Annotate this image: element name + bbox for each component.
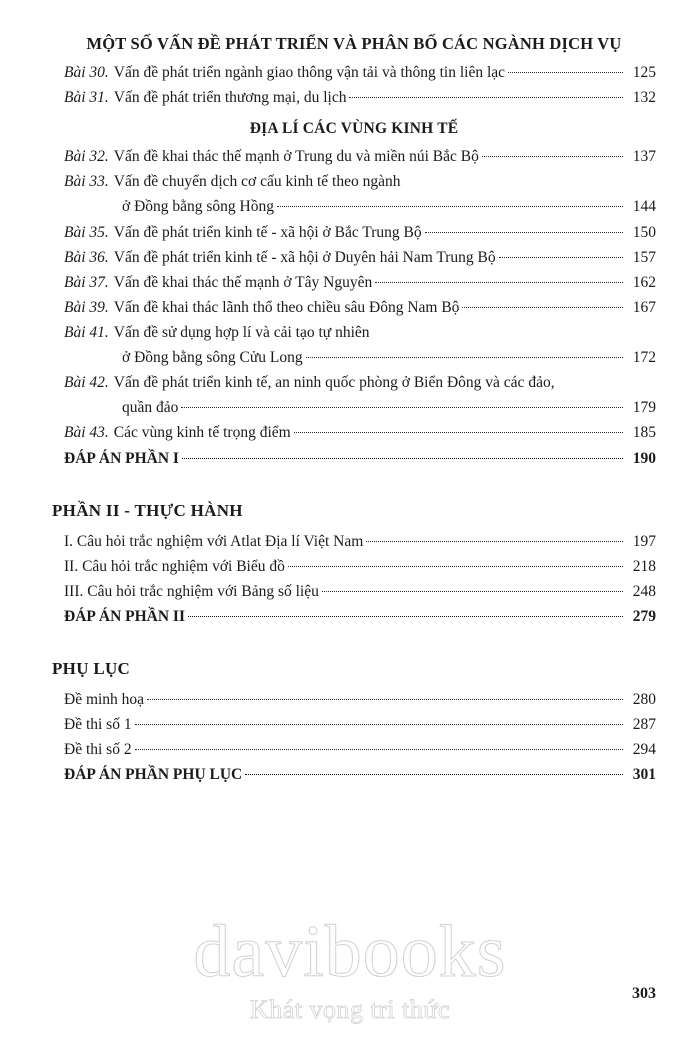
toc-entry-label: Bài 32. bbox=[64, 148, 109, 166]
watermark-tagline: Khát vọng tri thức bbox=[249, 995, 450, 1024]
toc-entry-page: 197 bbox=[632, 532, 656, 550]
toc-entry-page: 301 bbox=[632, 766, 656, 784]
toc-entry-title: II. Câu hỏi trắc nghiệm với Biểu đồ bbox=[64, 557, 285, 575]
toc-entry[interactable] bbox=[52, 687, 656, 712]
leader-dots bbox=[508, 72, 623, 73]
toc-entry-page: 248 bbox=[632, 582, 656, 600]
toc-entry[interactable] bbox=[52, 320, 656, 345]
toc-entry[interactable] bbox=[52, 220, 656, 245]
toc-entry-page: 218 bbox=[632, 557, 656, 575]
toc-entry-label: Bài 31. bbox=[64, 89, 109, 107]
toc-entry-title: ĐÁP ÁN PHẦN PHỤ LỤC bbox=[64, 766, 243, 784]
leader-dots bbox=[135, 749, 623, 750]
part-heading-appendix: PHỤ LỤC bbox=[52, 659, 131, 679]
toc-entry-title: Vấn đề phát triển thương mại, du lịch bbox=[113, 89, 347, 107]
toc-entry-page: 157 bbox=[632, 248, 656, 266]
leader-dots bbox=[375, 282, 623, 283]
toc-entry[interactable] bbox=[52, 270, 656, 295]
toc-entry-page: 162 bbox=[632, 273, 656, 291]
watermark bbox=[0, 911, 700, 1025]
toc-entry-title: Vấn đề chuyển dịch cơ cấu kinh tế theo ngành bbox=[113, 173, 401, 191]
toc-entry-answers-part1[interactable] bbox=[52, 446, 656, 471]
leader-dots bbox=[147, 699, 623, 700]
toc-entry-title-cont: ở Đồng bằng sông Cửu Long bbox=[122, 349, 303, 367]
toc-entry-page: 132 bbox=[632, 89, 656, 107]
toc-entry-label: Bài 30. bbox=[64, 64, 109, 81]
toc-entry[interactable] bbox=[52, 420, 656, 445]
section-heading-regions: ĐỊA LÍ CÁC VÙNG KINH TẾ bbox=[249, 120, 459, 138]
toc-entry-title: Vấn đề phát triển ngành giao thông vận tải và thông tin liên lạc bbox=[113, 64, 506, 81]
toc-list-appendix bbox=[52, 687, 656, 787]
toc-entry-title: Đề minh hoạ bbox=[64, 691, 145, 709]
toc-entry-title: Vấn đề khai thác lãnh thổ theo chiều sâu Đông Nam Bộ bbox=[113, 298, 460, 316]
watermark-brand: davibooks bbox=[193, 911, 507, 993]
toc-entry[interactable] bbox=[52, 85, 656, 110]
leader-dots bbox=[245, 774, 623, 775]
leader-dots bbox=[462, 307, 623, 308]
toc-entry-continuation[interactable] bbox=[52, 395, 656, 420]
toc-entry[interactable] bbox=[52, 554, 656, 579]
toc-entry-answers-part2[interactable] bbox=[52, 604, 656, 629]
leader-dots bbox=[277, 206, 623, 207]
section-heading-services: MỘT SỐ VẤN ĐỀ PHÁT TRIỂN VÀ PHÂN BỐ CÁC NGÀNH DỊCH VỤ bbox=[86, 34, 622, 53]
toc-entry-title-cont: quần đảo bbox=[122, 399, 179, 417]
toc-entry-title: ĐÁP ÁN PHẦN II bbox=[64, 607, 185, 625]
toc-entry-title: Vấn đề sử dụng hợp lí và cải tạo tự nhiên bbox=[113, 323, 370, 341]
toc-entry[interactable] bbox=[52, 579, 656, 604]
toc-entry-page: 287 bbox=[632, 716, 656, 734]
toc-entry-label: Bài 39. bbox=[64, 298, 109, 316]
part-heading-practice: PHẦN II - THỰC HÀNH bbox=[52, 500, 243, 520]
toc-entry[interactable] bbox=[52, 529, 656, 554]
toc-list-regions bbox=[52, 144, 656, 470]
toc-entry-title: Các vùng kinh tế trọng điểm bbox=[113, 424, 291, 442]
toc-entry[interactable] bbox=[52, 245, 656, 270]
toc-entry-title: Đề thi số 2 bbox=[64, 741, 132, 759]
toc-entry-label: Bài 37. bbox=[64, 273, 109, 291]
toc-entry-title-cont: ở Đồng bằng sông Hồng bbox=[122, 198, 274, 216]
toc-entry[interactable] bbox=[52, 60, 656, 85]
leader-dots bbox=[322, 591, 623, 592]
leader-dots bbox=[188, 616, 623, 617]
leader-dots bbox=[182, 458, 623, 459]
toc-entry-title: I. Câu hỏi trắc nghiệm với Atlat Địa lí Việt Nam bbox=[64, 532, 364, 550]
toc-entry-title: ĐÁP ÁN PHẦN I bbox=[64, 449, 179, 467]
toc-entry-page: 190 bbox=[632, 449, 656, 467]
toc-entry-page: 137 bbox=[632, 148, 656, 166]
toc-entry-label: Bài 43. bbox=[64, 424, 109, 442]
page-number: 303 bbox=[632, 985, 656, 1002]
toc-entry-title: Vấn đề phát triển kinh tế - xã hội ở Duyên hải Nam Trung Bộ bbox=[113, 248, 496, 266]
toc-entry-page: 125 bbox=[632, 64, 656, 81]
toc-entry-label: Bài 42. bbox=[64, 374, 109, 392]
leader-dots bbox=[135, 724, 623, 725]
toc-entry-title: Vấn đề khai thác thế mạnh ở Trung du và miền núi Bắc Bộ bbox=[113, 148, 479, 166]
toc-entry-page: 280 bbox=[632, 691, 656, 709]
leader-dots bbox=[288, 566, 623, 567]
leader-dots bbox=[425, 232, 623, 233]
toc-entry-page: 172 bbox=[632, 349, 656, 367]
toc-entry-title: Đề thi số 1 bbox=[64, 716, 132, 734]
toc-entry-page: 185 bbox=[632, 424, 656, 442]
toc-entry-title: Vấn đề khai thác thế mạnh ở Tây Nguyên bbox=[113, 273, 373, 291]
toc-list-practice bbox=[52, 529, 656, 629]
toc-entry-label: Bài 41. bbox=[64, 323, 109, 341]
toc-entry-label: Bài 35. bbox=[64, 223, 109, 241]
toc-entry[interactable] bbox=[52, 370, 656, 395]
toc-entry-page: 167 bbox=[632, 298, 656, 316]
leader-dots bbox=[366, 541, 623, 542]
leader-dots bbox=[294, 432, 623, 433]
toc-entry[interactable] bbox=[52, 712, 656, 737]
leader-dots bbox=[499, 257, 623, 258]
leader-dots bbox=[349, 97, 623, 98]
toc-entry-continuation[interactable] bbox=[52, 194, 656, 219]
toc-entry-title: Vấn đề phát triển kinh tế - xã hội ở Bắc Trung Bộ bbox=[113, 223, 422, 241]
toc-entry[interactable] bbox=[52, 144, 656, 169]
toc-entry-answers-appendix[interactable] bbox=[52, 762, 656, 787]
toc-list-services bbox=[52, 60, 656, 110]
toc-entry-page: 150 bbox=[632, 223, 656, 241]
toc-entry-page: 279 bbox=[632, 607, 656, 625]
toc-entry-label: Bài 33. bbox=[64, 173, 109, 191]
toc-entry[interactable] bbox=[52, 295, 656, 320]
toc-entry-title: III. Câu hỏi trắc nghiệm với Bảng số liệu bbox=[64, 582, 319, 600]
leader-dots bbox=[181, 407, 623, 408]
toc-entry-page: 179 bbox=[632, 399, 656, 417]
toc-entry-label: Bài 36. bbox=[64, 248, 109, 266]
toc-entry[interactable] bbox=[52, 737, 656, 762]
toc-entry-page: 144 bbox=[632, 198, 656, 216]
toc-entry-continuation[interactable] bbox=[52, 345, 656, 370]
toc-entry-title: Vấn đề phát triển kinh tế, an ninh quốc phòng ở Biển Đông và các đảo, bbox=[113, 374, 555, 392]
toc-entry-page: 294 bbox=[632, 741, 656, 759]
leader-dots bbox=[306, 357, 623, 358]
toc-entry[interactable] bbox=[52, 169, 656, 194]
leader-dots bbox=[482, 156, 623, 157]
